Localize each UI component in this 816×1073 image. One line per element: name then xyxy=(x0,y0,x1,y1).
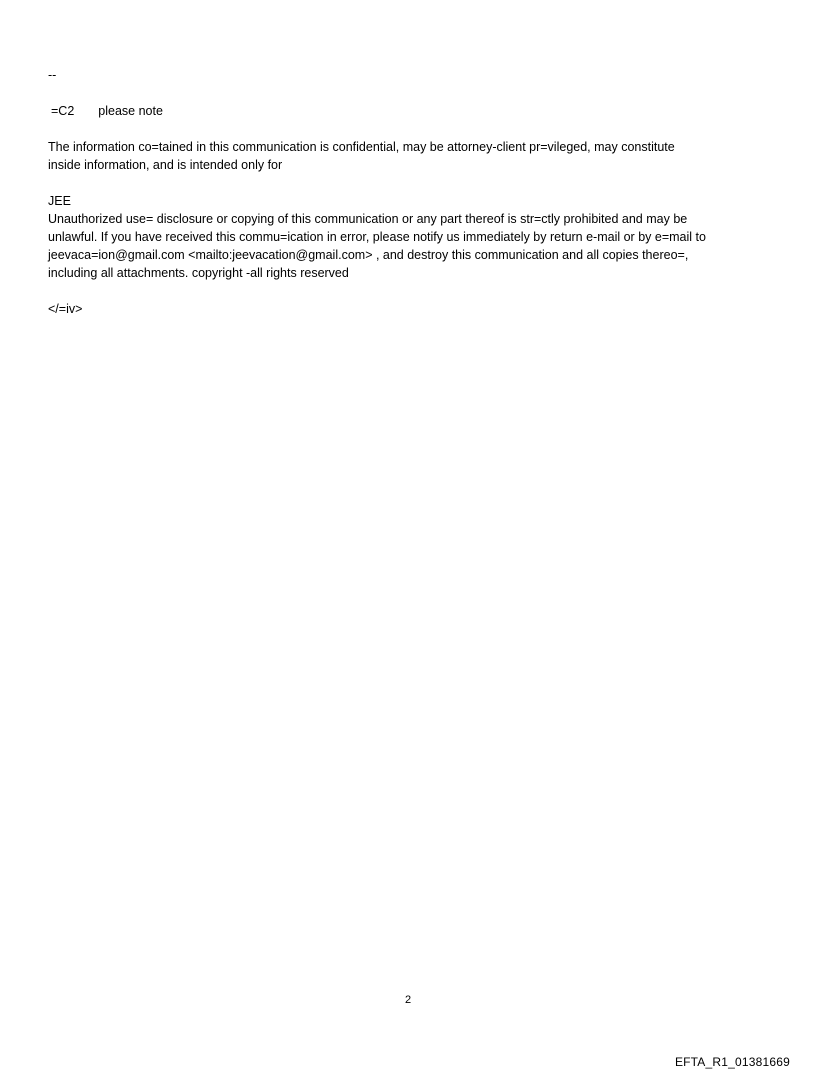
warning-paragraph xyxy=(48,192,778,282)
confidentiality-paragraph xyxy=(48,138,778,174)
warning-line: Unauthorized use= disclosure or copying of this communication or any part thereof is str=ctly prohibited and may be xyxy=(48,212,688,226)
signature-text: please note xyxy=(98,104,163,118)
signature-note xyxy=(48,102,778,120)
closing-tag-text: </=iv> xyxy=(48,302,83,316)
bates-number: EFTA_R1_01381669 xyxy=(674,1055,790,1069)
warning-line: unlawful. If you have received this commu=ication in error, please notify us immediately by return e-mail or by e=mail to xyxy=(48,230,706,244)
entity-name: JEE xyxy=(48,194,71,208)
confidentiality-line: The information co=tained in this communication is confidential, may be attorney-client pr=vileged, may constitute xyxy=(48,140,675,154)
signature-separator xyxy=(48,66,778,84)
page-number: 2 xyxy=(404,994,412,1006)
signature-prefix: =C2 xyxy=(51,104,75,118)
warning-line: jeevaca=ion@gmail.com <mailto:jeevacation@gmail.com> , and destroy this communication and all copies thereo=, xyxy=(48,248,689,262)
warning-line: including all attachments. copyright -all rights reserved xyxy=(48,266,349,280)
separator-text: -- xyxy=(48,68,57,82)
closing-tag xyxy=(48,300,778,318)
confidentiality-line: inside information, and is intended only for xyxy=(48,158,283,172)
